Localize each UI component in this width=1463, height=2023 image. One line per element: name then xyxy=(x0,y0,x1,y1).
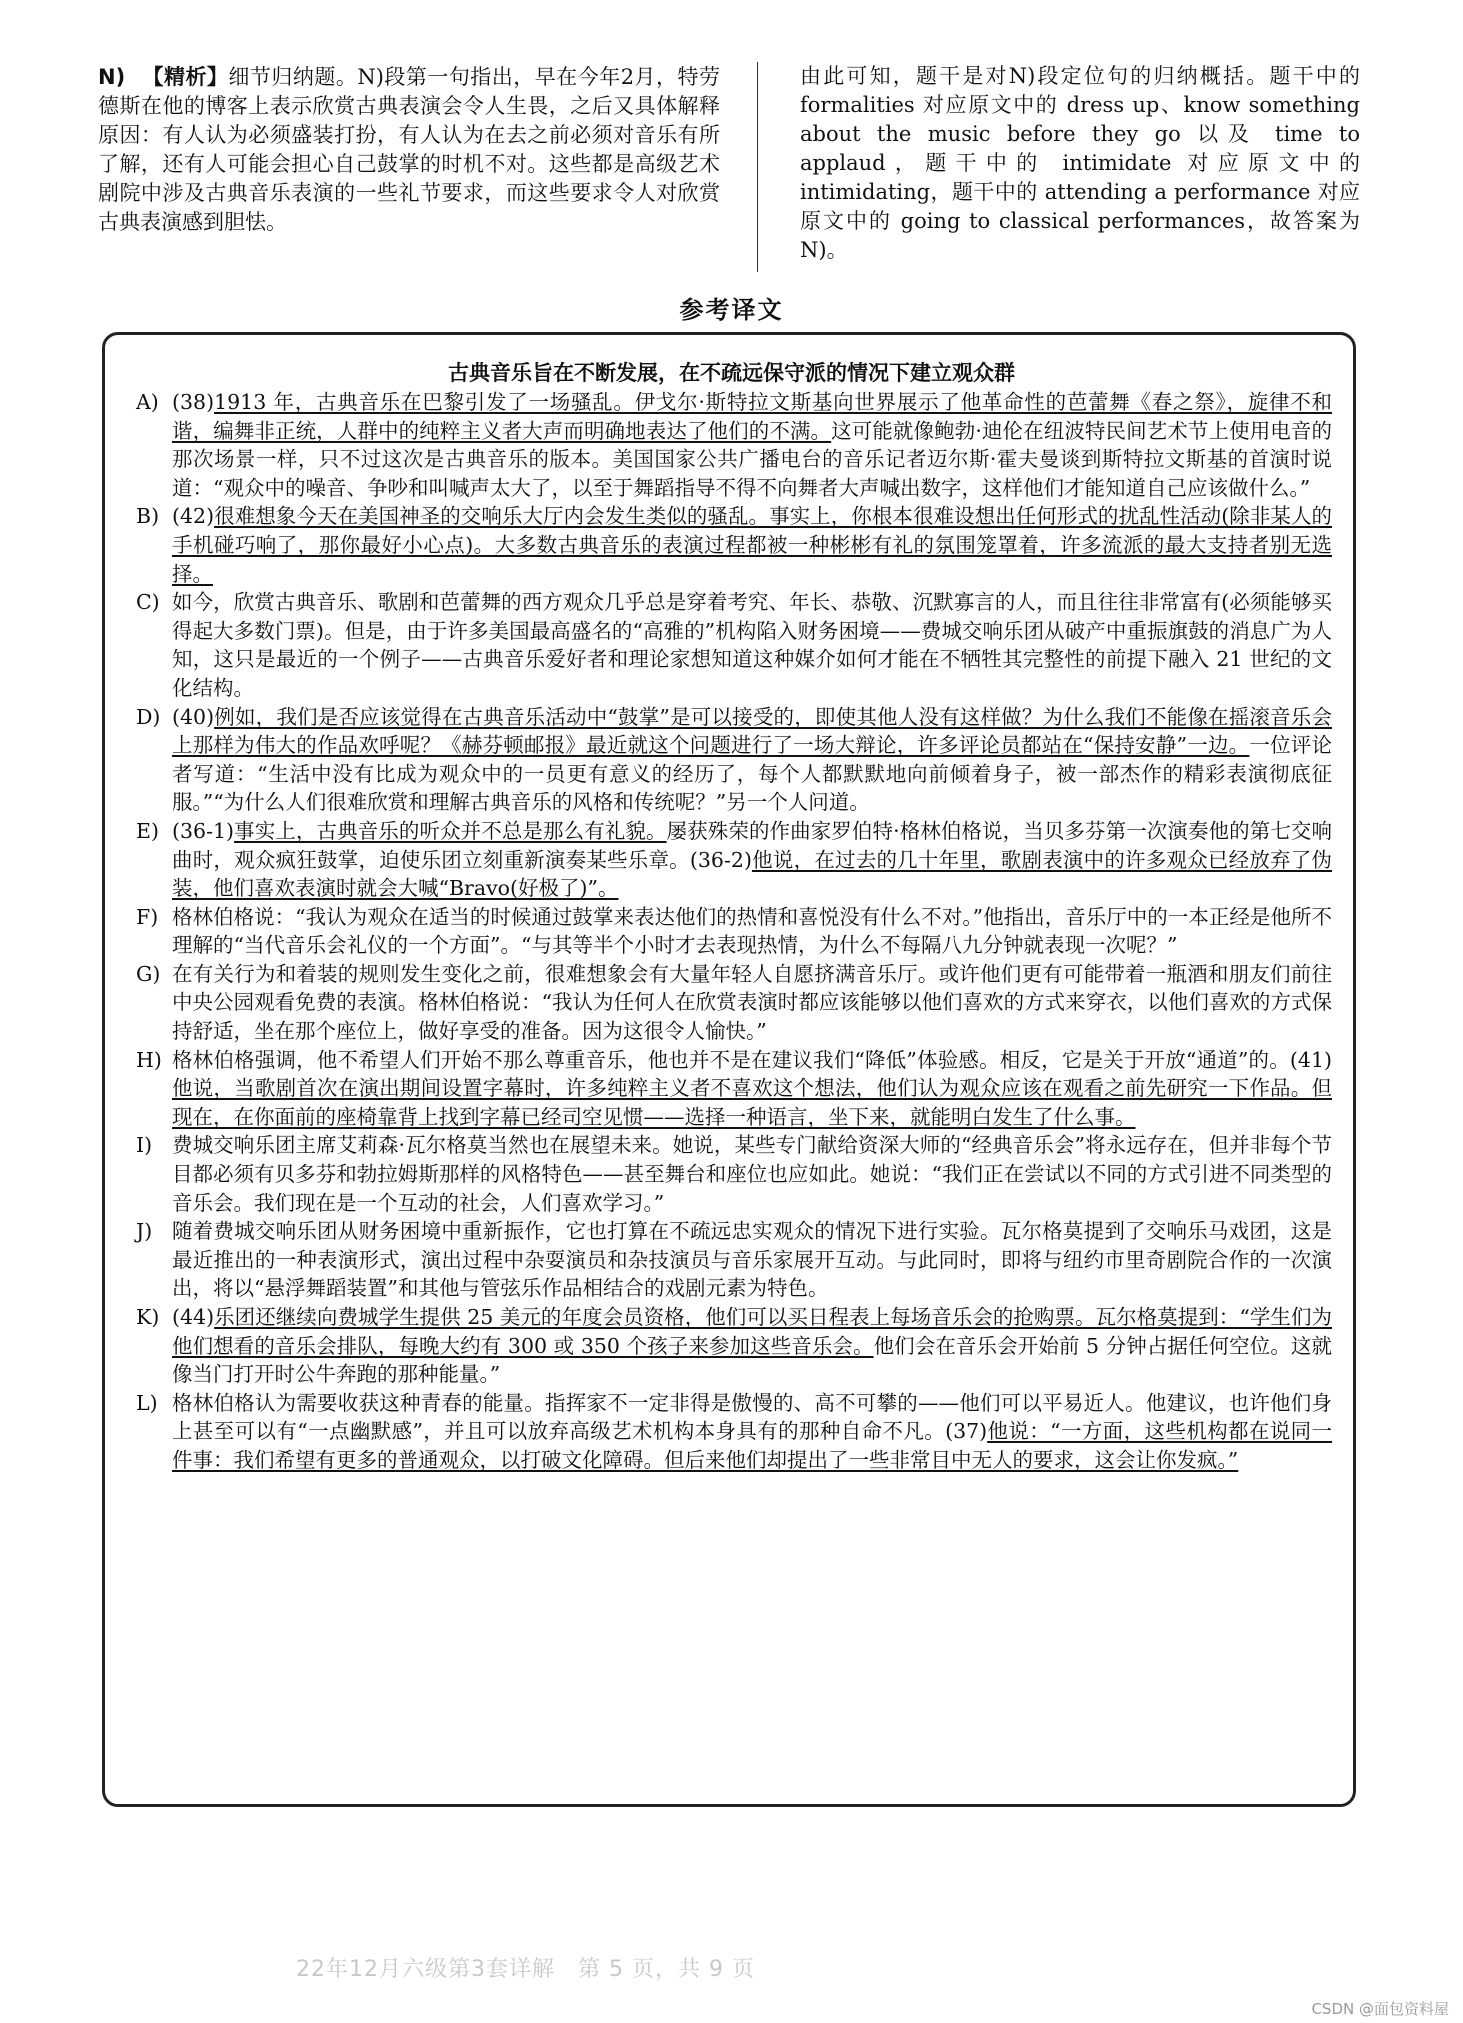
translation-paragraph xyxy=(136,1303,1332,1389)
sentence: 费城交响乐团主席艾莉森·瓦尔格莫当然也在展望未来。她说，某些专门献给资深大师的“经典音乐会”将永远存在，但并非每个节目都必须有贝多芬和勃拉姆斯那样的风格特色——甚至舞台和座位也应如此。她说：“我们正在尝试以不同的方式引进不同类型的音乐会。我们现在是一个互动的社会，人们喜欢学习。” xyxy=(172,1133,1332,1215)
page-footer: 22年12月六级第3套详解 第 5 页，共 9 页 xyxy=(296,1957,755,1982)
sentence: 格林伯格强调，他不希望人们开始不那么尊重音乐，他也并不是在建议我们“降低”体验感。相反，它是关于开放“通道”的。(41) xyxy=(172,1047,1332,1072)
translation-title: 古典音乐旨在不断发展，在不疏远保守派的情况下建立观众群 xyxy=(448,361,1015,385)
sentence: 在有关行为和着装的规则发生变化之前，很难想象会有大量年轻人自愿挤满音乐厅。或许他们更有可能带着一瓶酒和朋友们前往中央公园观看免费的表演。格林伯格说：“我认为任何人在欣赏表演时都应该能够以他们喜欢的方式来穿衣，以他们喜欢的方式保持舒适，坐在那个座位上，做好享受的准备。因为这很令人愉快。” xyxy=(172,961,1332,1044)
paragraph-label: E) xyxy=(136,818,159,843)
sentence: 一位评论者写道：“生活中没有比成为观众中的一员更有意义的经历了，每个人都默默地向前倾着身子，被一部杰作的精彩表演彻底征服。”“为什么人们很难欣赏和理解古典音乐的风格和传统呢？”另一个人问道。 xyxy=(172,733,1332,815)
translation-paragraph xyxy=(136,703,1332,817)
paragraph-text xyxy=(172,502,1332,588)
analysis-left-text: 细节归纳题。N)段第一句指出，早在今年2月，特劳德斯在他的博客上表示欣赏古典表演会令人生畏，之后又具体解释原因：有人认为必须盛装打扮，有人认为在去之前必须对音乐有所了解，还有人可能会担心自己鼓掌的时机不对。这些都是高级艺术剧院中涉及古典音乐表演的一些礼节要求，而这些要求令人对欣赏古典表演感到胆怯。 xyxy=(98,65,720,234)
paragraph-label: G) xyxy=(136,961,161,986)
sentence: 随着费城交响乐团从财务困境中重新振作，它也打算在不疏远忠实观众的情况下进行实验。瓦尔格莫提到了交响乐马戏团，这是最近推出的一种表演形式，演出过程中杂耍演员和杂技演员与音乐家展开互动。与此同时，即将与纽约市里奇剧院合作的一次演出，将以“悬浮舞蹈装置”和其他与管弦乐作品相结合的戏剧元素为特色。 xyxy=(172,1219,1332,1301)
paragraph-text xyxy=(172,388,1332,502)
translation-paragraph xyxy=(136,960,1332,1046)
underlined-sentence: 1913 年，古典音乐在巴黎引发了一场骚乱。伊戈尔·斯特拉文斯基向世界展示了他革命性的芭蕾舞《春之祭》，旋律不和谐，编舞非正统，人群中的纯粹主义者大声而明确地表达了他们的不满。 xyxy=(172,390,1332,443)
sentence: 他们会在音乐会开始前 5 分钟占据任何空位。这就像当门打开时公牛奔跑的那种能量。” xyxy=(172,1333,1332,1387)
paragraph-text xyxy=(172,1217,1332,1303)
question-label: N) xyxy=(98,65,126,89)
paragraph-text xyxy=(172,1046,1332,1132)
paragraph-text xyxy=(172,703,1332,817)
translation-paragraph xyxy=(136,1217,1332,1303)
underlined-sentence: 例如，我们是否应该觉得在古典音乐活动中“鼓掌”是可以接受的，即使其他人没有这样做？为什么我们不能像在摇滚音乐会上那样为伟大的作品欢呼呢？《赫芬顿邮报》最近就这个问题进行了一场大辩论，许多评论员都站在“保持安静”一边。 xyxy=(172,704,1332,758)
translation-paragraph xyxy=(136,388,1332,502)
paragraph-text xyxy=(172,588,1332,702)
paragraph-text xyxy=(172,960,1332,1046)
paragraph-label: A) xyxy=(136,390,159,414)
paragraph-text xyxy=(172,817,1332,903)
column-divider xyxy=(757,62,758,272)
translation-paragraph xyxy=(136,502,1332,588)
analysis-right-text: 由此可知，题干是对N)段定位句的归纳概括。题干中的 formalities 对应原文中的 dress up、know something about the music before they go 以及 time to applaud，题干中的 intimidate 对应原文中的 intimidating，题干中的 attending a performance 对应原文中的 going to classical performances，故答案为N)。 xyxy=(800,64,1360,262)
translation-paragraphs xyxy=(136,388,1332,1475)
paragraph-text xyxy=(172,1303,1332,1389)
sentence: (44) xyxy=(172,1305,215,1329)
sentence: 格林伯格认为需要收获这种青春的能量。指挥家不一定非得是傲慢的、高不可攀的——他们可以平易近人。他建议，也许他们身上甚至可以有“一点幽默感”，并且可以放弃高级艺术机构本身具有的那种自命不凡。(37) xyxy=(172,1390,1332,1444)
underlined-sentence: 很难想象今天在美国神圣的交响乐大厅内会发生类似的骚乱。事实上，你根本很难设想出任何形式的扰乱性活动(除非某人的手机碰巧响了，那你最好小心点)。大多数古典音乐的表演过程都被一种彬彬有礼的氛围笼罩着，许多流派的最大支持者别无选择。 xyxy=(172,504,1332,586)
analysis-tag: 【精析】 xyxy=(142,64,229,89)
paragraph-text xyxy=(172,1389,1332,1475)
translation-paragraph xyxy=(136,903,1332,960)
analysis-left-column xyxy=(98,62,720,237)
underlined-sentence: 他说，当歌剧首次在演出期间设置字幕时，许多纯粹主义者不喜欢这个想法，他们认为观众应该在观看之前先研究一下作品。但现在，在你面前的座椅靠背上找到字幕已经司空见惯——选择一种语言，坐下来，就能明白发生了什么事。 xyxy=(172,1076,1332,1129)
paragraph-label: I) xyxy=(136,1133,153,1158)
sentence: 如今，欣赏古典音乐、歌剧和芭蕾舞的西方观众几乎总是穿着考究、年长、恭敬、沉默寡言的人，而且往往非常富有(必须能够买得起大多数门票)。但是，由于许多美国最高盛名的“高雅的”机构陷入财务困境——费城交响乐团从破产中重振旗鼓的消息广为人知，这只是最近的一个例子——古典音乐爱好者和理论家想知道这种媒介如何才能在不牺牲其完整性的前提下融入 21 世纪的文化结构。 xyxy=(172,590,1332,700)
translation-paragraph xyxy=(136,817,1332,903)
paragraph-label: F) xyxy=(136,904,159,929)
paragraph-text xyxy=(172,903,1332,960)
underlined-sentence: 事实上，古典音乐的听众并不总是那么有礼貌。 xyxy=(234,818,667,843)
paragraph-label: C) xyxy=(136,590,160,615)
analysis-right-column xyxy=(800,62,1360,265)
paragraph-label: B) xyxy=(136,504,160,529)
paragraph-label: L) xyxy=(136,1390,158,1415)
paragraph-label: K) xyxy=(136,1305,160,1329)
sentence: (38) xyxy=(172,390,215,414)
underlined-sentence: 他说：“一方面，这些机构都在说同一件事：我们希望有更多的普通观众，以打破文化障碍。但后来他们却提出了一些非常目中无人的要求，这会让你发疯。” xyxy=(172,1419,1332,1472)
sentence: (42) xyxy=(172,504,215,529)
translation-paragraph xyxy=(136,1046,1332,1132)
underlined-sentence: 乐团还继续向费城学生提供 25 美元的年度会员资格，他们可以买日程表上每场音乐会的抢购票。瓦尔格莫提到：“学生们为他们想看的音乐会排队，每晚大约有 300 或 350 个孩子来参加这些音乐会。 xyxy=(172,1305,1332,1358)
translation-paragraph xyxy=(136,588,1332,702)
paragraph-label: J) xyxy=(136,1219,153,1244)
paragraph-label: H) xyxy=(136,1047,162,1072)
sentence: 格林伯格说：“我认为观众在适当的时候通过鼓掌来表达他们的热情和喜悦没有什么不对。”他指出，音乐厅中的一本正经是他所不理解的“当代音乐会礼仪的一个方面”。“与其等半个小时才去表现热情，为什么不每隔八九分钟就表现一次呢？” xyxy=(172,904,1332,958)
translation-paragraph xyxy=(136,1131,1332,1217)
sentence: (36-1) xyxy=(172,818,235,843)
translation-paragraph xyxy=(136,1389,1332,1475)
section-title: 参考译文 xyxy=(679,296,784,324)
paragraph-label: D) xyxy=(136,704,161,729)
sentence: 这可能就像鲍勃·迪伦在纽波特民间艺术节上使用电音的那次场景一样，只不过这次是古典音乐的版本。美国国家公共广播电台的音乐记者迈尔斯·霍夫曼谈到斯特拉文斯基的首演时说道：“观众中的噪音、争吵和叫喊声太大了，以至于舞蹈指导不得不向舞者大声喊出数字，这样他们才能知道自己应该做什么。” xyxy=(172,418,1333,500)
paragraph-text xyxy=(172,1131,1332,1217)
sentence: 屡获殊荣的作曲家罗伯特·格林伯格说，当贝多芬第一次演奏他的第七交响曲时，观众疯狂鼓掌，迫使乐团立刻重新演奏某些乐章。(36-2) xyxy=(172,818,1333,872)
watermark: CSDN @面包资料屋 xyxy=(1311,2000,1449,2018)
underlined-sentence: 他说，在过去的几十年里，歌剧表演中的许多观众已经放弃了伪装，他们喜欢表演时就会大喊“Bravo(好极了)”。 xyxy=(172,847,1332,901)
sentence: (40) xyxy=(172,704,215,729)
